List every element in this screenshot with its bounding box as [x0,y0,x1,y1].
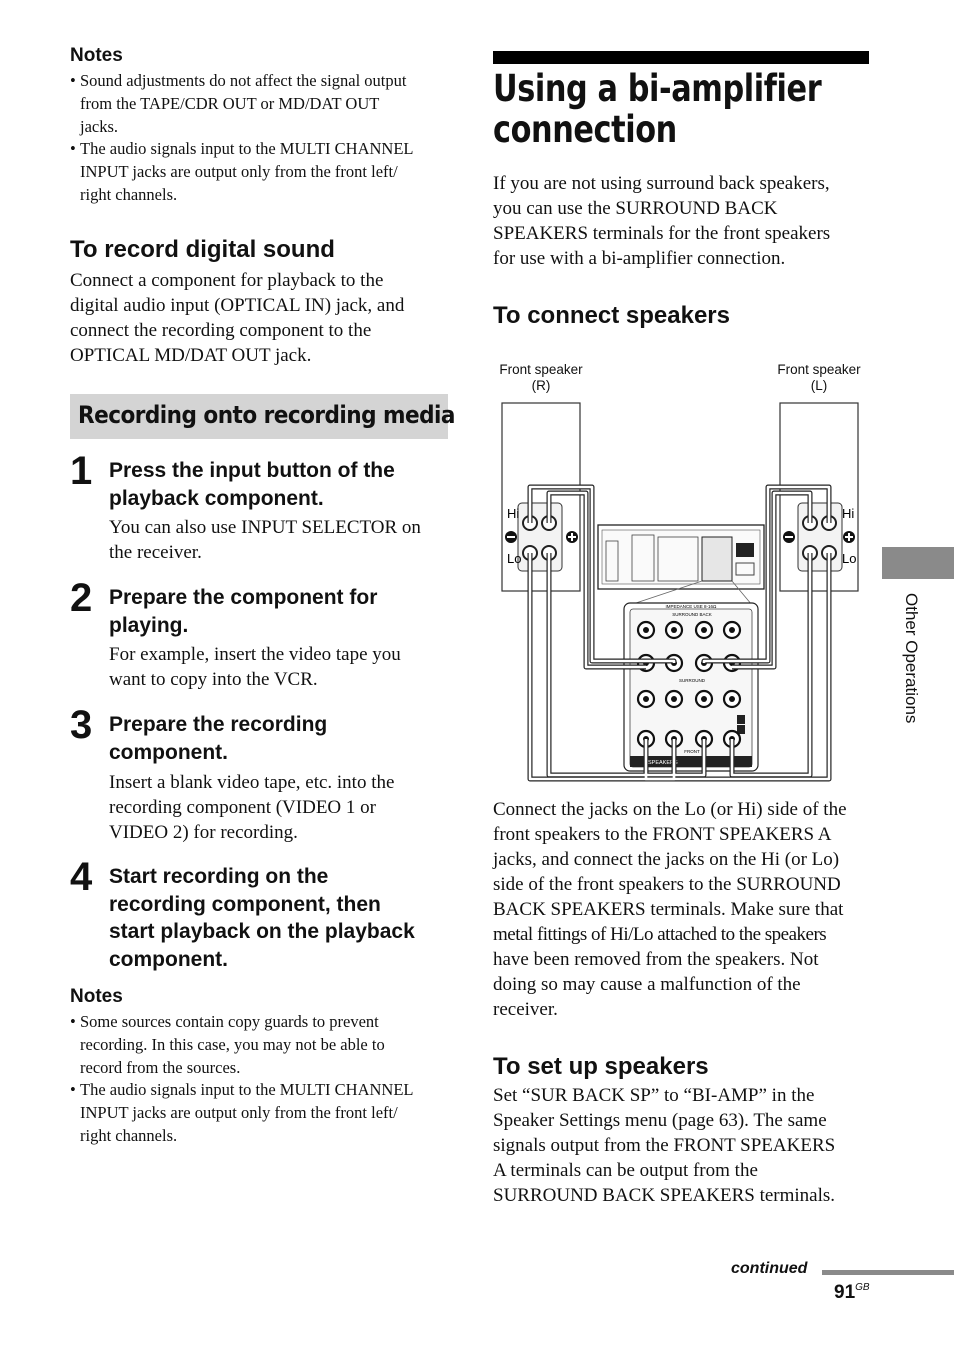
label-line: (L) [810,378,828,393]
notes-heading: Notes [70,45,123,66]
step-title [109,457,449,512]
note-line: • The audio signals input to the MULTI CHANNEL [80,139,414,159]
step-title [109,863,454,973]
step-body-line: You can also use INPUT SELECTOR on [109,517,421,538]
step-body-line: For example, insert the video tape you [109,644,401,665]
text-line: connect the recording component to the [70,320,372,341]
step-body-line: Insert a blank video tape, etc. into the [109,772,395,793]
surround-back-label: SURROUND BACK [672,612,712,617]
step-body-line: recording component (VIDEO 1 or [109,797,376,818]
setup-body-text [493,1083,878,1208]
text-line: SPEAKERS terminals for the front speakers [493,223,831,244]
label-line: Front speaker [777,362,861,377]
hi-label: Hi [842,506,855,521]
text-line: side of the front speakers to the SURROUND [493,874,841,895]
step-title [109,711,449,766]
step-number: 1 [70,449,93,493]
notes-heading: Notes [70,986,123,1007]
title-rule [493,51,869,64]
text-line: If you are not using surround back speakers, [493,173,830,194]
speakers-label: SPEAKERS [648,760,678,766]
step-title-line: playing. [109,613,189,637]
continued-label: continued [731,1260,808,1277]
panel-impedance-label: IMPEDANCE USE 8-16Ω [665,604,717,609]
note-line: recording. In this case, you may not be able to [80,1034,385,1054]
step-title-line: component. [109,947,228,971]
step-title-line: start playback on the playback [109,920,415,943]
surround-label: SURROUND [678,678,706,683]
step-number: 4 [70,855,93,899]
step-body-line: VIDEO 2) for recording. [109,822,298,843]
note-item [70,70,450,138]
text-line: Speaker Settings menu (page 63). The same [493,1110,827,1131]
text-line: you can use the SURROUND BACK [493,198,778,219]
page-title-line: Using a bi-amplifier [493,67,822,110]
step-title-line: Press the input button of the [109,459,395,482]
page-number-value: 91 [834,1282,856,1303]
note-line: record from the sources. [80,1057,241,1077]
hi-label: Hi [507,506,520,521]
front-label: FRONT [684,749,700,754]
page-title [493,68,821,150]
text-line: for use with a bi-amplifier connection. [493,248,786,269]
text-line: signals output from the FRONT SPEAKERS [493,1135,836,1156]
note-line: • The audio signals input to the MULTI CHANNEL [80,1080,414,1100]
intro-text [493,171,873,271]
continued-rule [822,1270,954,1275]
note-line: INPUT jacks are output only from the front left/ [80,1103,398,1123]
step-title-line: Start recording on the [109,865,329,888]
section-tab-marker [882,547,954,579]
text-line: front speakers to the FRONT SPEAKERS A [493,824,832,845]
lo-label: Lo [842,551,857,566]
note-line: from the TAPE/CDR OUT or MD/DAT OUT [80,93,380,113]
step-title-line: recording component, then [109,892,381,916]
record-digital-text [70,268,460,368]
connect-speakers-heading: To connect speakers [493,302,730,329]
note-line: right channels. [80,1125,178,1145]
note-item [70,1011,450,1079]
text-line: doing so may cause a malfunction of the [493,974,801,995]
step-title-line: Prepare the component for [109,586,378,609]
front-speaker-l-label [766,362,872,394]
front-speaker-r-label [488,362,594,394]
text-line: Connect a component for playback to the [70,270,384,291]
label-line: Front speaker [499,362,583,377]
notes-list [70,1011,450,1148]
page-number-suffix: GB [855,1282,870,1293]
section-tab [903,593,923,793]
step-number: 3 [70,703,93,747]
text-line: jacks, and connect the jacks on the Hi (or Lo) [493,849,840,870]
page-title-line: connection [493,108,677,151]
text-line: Set “SUR BACK SP” to “BI-AMP” in the [493,1085,815,1106]
text-line: Connect the jacks on the Lo (or Hi) side of the [493,799,847,820]
step-title-line: Prepare the recording [109,713,328,736]
text-line: SURROUND BACK SPEAKERS terminals. [493,1185,836,1206]
note-line: • Sound adjustments do not affect the signal output [80,71,407,90]
step-body-line: the receiver. [109,542,202,563]
text-line: OPTICAL MD/DAT OUT jack. [70,345,312,366]
step-number: 2 [70,576,93,620]
text-line: A terminals can be output from the [493,1160,758,1181]
note-line: jacks. [80,116,119,136]
text-line: BACK SPEAKERS terminals. Make sure that [493,899,844,920]
step-body [109,770,454,845]
lo-label: Lo [507,551,522,566]
step-body-line: want to copy into the VCR. [109,669,318,690]
step-title-line: component. [109,740,228,764]
text-line: have been removed from the speakers. Not [493,949,819,970]
label-line: (R) [531,378,551,393]
record-digital-heading: To record digital sound [70,236,335,263]
page-number [834,1282,870,1304]
note-line: • Some sources contain copy guards to prevent [80,1012,379,1031]
section-tab-label: Other Operations [902,593,921,724]
note-item [70,1079,450,1147]
section-banner [70,394,455,439]
step-title-line: playback component. [109,486,324,510]
bi-amp-connection-diagram [490,395,870,785]
note-line: right channels. [80,184,178,204]
note-item [70,138,450,206]
text-line: metal fittings of Hi/Lo attached to the speakers [493,924,827,945]
step-body [109,515,454,565]
connect-body-text [493,797,878,1022]
section-banner-title: Recording onto recording media [78,401,455,429]
notes-list [70,70,450,207]
text-line: digital audio input (OPTICAL IN) jack, and [70,295,405,316]
text-line: receiver. [493,999,558,1020]
step-title [109,584,449,639]
step-body [109,642,454,692]
note-line: INPUT jacks are output only from the front left/ [80,162,398,182]
setup-speakers-heading: To set up speakers [493,1053,709,1080]
receiver-rear-panel [598,525,764,589]
